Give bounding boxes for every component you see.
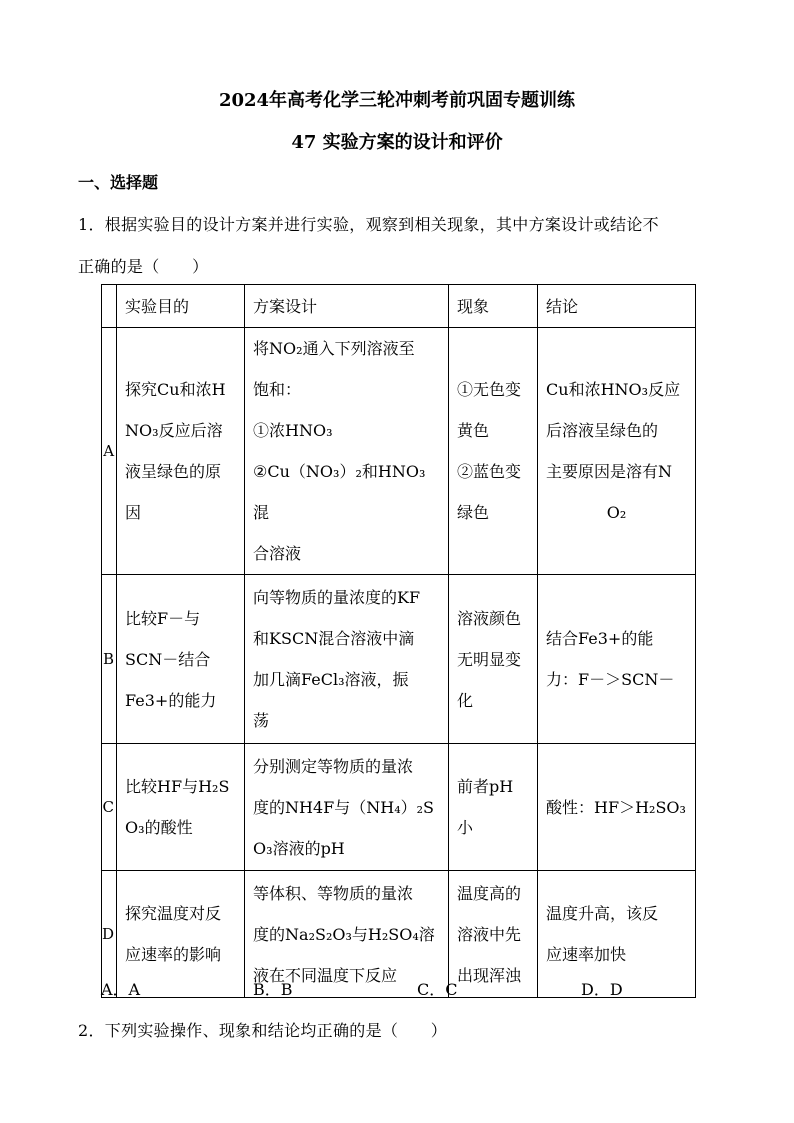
cell-line: 温度升高，该反 xyxy=(546,904,659,923)
cell-line: 无明显变 xyxy=(457,649,522,669)
cell-line: Fe3+的能力 xyxy=(125,690,217,710)
cell-line: 和KSCN混合溶液中滴 xyxy=(253,629,415,648)
cell-line: O₂ xyxy=(606,503,627,522)
cell-line: 后溶液呈绿色的 xyxy=(546,421,659,440)
cell-line: 合溶液 xyxy=(253,544,302,563)
conclusion-cell xyxy=(538,575,696,744)
table-row xyxy=(102,328,696,575)
cell-line: 力：F－＞SCN－ xyxy=(546,670,675,689)
cell-line: 液在不同温度下反应 xyxy=(253,965,398,985)
cell-line: 出现浑浊 xyxy=(457,965,522,985)
question-2-text: 2．下列实验操作、现象和结论均正确的是（ ） xyxy=(78,1021,448,1040)
cell-line: 温度高的 xyxy=(457,883,522,903)
cell-line: ①浓HNO₃ xyxy=(253,421,333,440)
cell-line: 荡 xyxy=(253,711,270,730)
conclusion-cell xyxy=(538,328,696,575)
experiment-table xyxy=(101,284,696,998)
header-design: 方案设计 xyxy=(245,285,449,328)
cell-line: 将NO₂通入下列溶液至 xyxy=(253,339,415,358)
cell-line: 应速率加快 xyxy=(546,945,627,964)
design-cell xyxy=(245,328,449,575)
cell-line: 比较HF与H₂S xyxy=(125,777,230,796)
design-cell xyxy=(245,575,449,744)
cell-line: 度的Na₂S₂O₃与H₂SO₄溶 xyxy=(253,924,435,944)
option-c[interactable]: C．C xyxy=(417,980,458,999)
purpose-cell xyxy=(117,744,245,871)
phenomenon-cell xyxy=(449,744,538,871)
cell-line: 等体积、等物质的量浓 xyxy=(253,883,414,903)
cell-line: O₃的酸性 xyxy=(125,818,193,837)
table-header-row xyxy=(102,285,696,328)
cell-line: ②Cu（NO₃）₂和HNO₃混 xyxy=(253,462,426,522)
cell-line: 结合Fe3+的能 xyxy=(546,629,654,648)
header-purpose: 实验目的 xyxy=(117,285,245,328)
cell-line: Cu和浓HNO₃反应 xyxy=(546,380,681,399)
cell-line: 溶液颜色 xyxy=(457,608,522,628)
cell-line: 溶液中先 xyxy=(457,924,522,944)
cell-line: 向等物质的量浓度的KF xyxy=(253,588,421,607)
cell-line: 加几滴FeCl₃溶液，振 xyxy=(253,670,409,689)
section-heading: 一、选择题 xyxy=(78,173,159,192)
document-subtitle: 47 实验方案的设计和评价 xyxy=(291,132,503,153)
question-1-text-line2: 正确的是（ ） xyxy=(78,257,209,276)
question-1-text-line1: 1．根据实验目的设计方案并进行实验，观察到相关现象，其中方案设计或结论不 xyxy=(78,215,659,234)
cell-line: 应速率的影响 xyxy=(125,945,222,964)
cell-line: O₃溶液的pH xyxy=(253,838,345,858)
row-label: C xyxy=(102,744,117,871)
row-label: D xyxy=(102,871,117,998)
option-d[interactable]: D．D xyxy=(581,980,623,999)
cell-line: 绿色 xyxy=(457,503,490,522)
purpose-cell xyxy=(117,328,245,575)
conclusion-cell xyxy=(538,744,696,871)
header-label-cell xyxy=(102,285,117,328)
phenomenon-cell xyxy=(449,575,538,744)
cell-line: 因 xyxy=(125,503,142,522)
cell-line: 酸性：HF＞H₂SO₃ xyxy=(546,797,686,817)
cell-line: 度的NH4F与（NH₄）₂S xyxy=(253,797,435,817)
cell-line: 小 xyxy=(457,818,474,837)
option-b[interactable]: B．B xyxy=(253,980,293,999)
cell-line: SCN－结合 xyxy=(125,649,211,669)
cell-line: 探究Cu和浓H xyxy=(125,380,226,399)
cell-line: 比较F－与 xyxy=(125,608,201,628)
header-conclusion: 结论 xyxy=(538,285,696,328)
cell-line: ②蓝色变 xyxy=(457,462,522,481)
cell-line: NO₃反应后溶 xyxy=(125,421,223,440)
cell-line: 液呈绿色的原 xyxy=(125,462,222,481)
phenomenon-cell xyxy=(449,328,538,575)
cell-line: ①无色变 xyxy=(457,380,522,399)
option-a[interactable]: A．A xyxy=(101,980,141,999)
cell-line: 化 xyxy=(457,690,474,710)
table-row xyxy=(102,575,696,744)
document-title: 2024年高考化学三轮冲刺考前巩固专题训练 xyxy=(218,90,576,111)
cell-line: 黄色 xyxy=(457,421,490,440)
cell-line: 主要原因是溶有N xyxy=(546,462,673,481)
row-label: A xyxy=(102,328,117,575)
cell-line: 探究温度对反 xyxy=(125,904,222,923)
design-cell xyxy=(245,744,449,871)
answer-options xyxy=(101,977,661,1001)
cell-line: 饱和： xyxy=(253,380,302,399)
table-row xyxy=(102,744,696,871)
cell-line: 分别测定等物质的量浓 xyxy=(253,756,414,776)
header-phenomenon: 现象 xyxy=(449,285,538,328)
row-label: B xyxy=(102,575,117,744)
cell-line: 前者pH xyxy=(457,777,514,796)
purpose-cell xyxy=(117,575,245,744)
